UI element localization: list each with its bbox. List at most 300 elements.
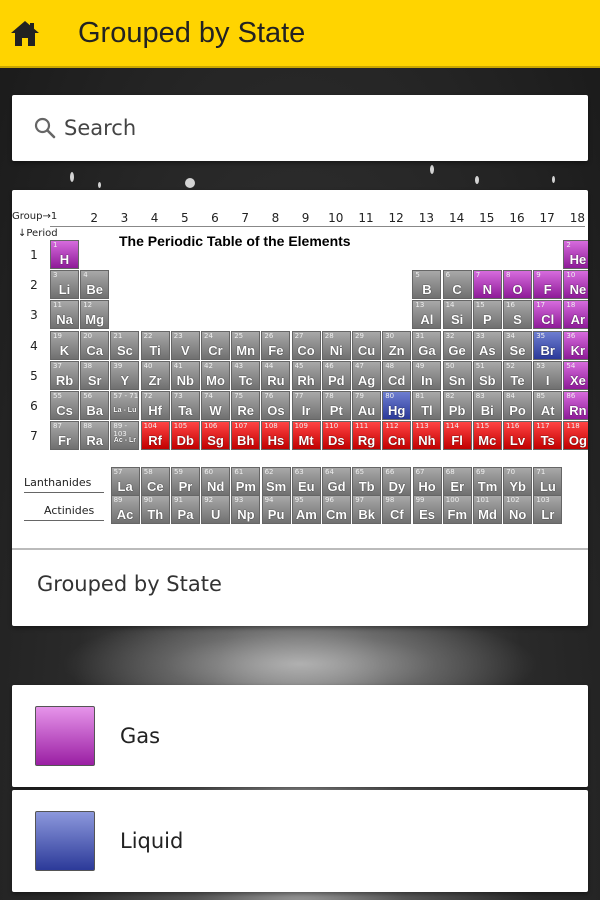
element-symbol: Th: [147, 507, 164, 522]
atomic-number: 12: [83, 301, 93, 310]
atomic-number: 114: [445, 422, 459, 431]
element-cell: [201, 495, 230, 524]
element-symbol: Ba: [86, 403, 103, 418]
element-symbol: Zn: [388, 342, 405, 358]
element-cell: [141, 361, 170, 390]
atomic-number: 21: [113, 331, 123, 340]
element-symbol: Sn: [448, 372, 466, 388]
atomic-number: 77: [294, 392, 304, 400]
element-cell: [110, 361, 139, 390]
atomic-number: 23: [173, 331, 183, 340]
atomic-number: 91: [174, 496, 183, 504]
atomic-number: 33: [475, 331, 485, 340]
element-symbol: Ra: [86, 433, 103, 449]
element-symbol: Kr: [570, 342, 586, 358]
element-symbol: Be: [86, 282, 103, 298]
element-symbol: Lv: [509, 433, 526, 449]
element-symbol: Pt: [329, 403, 343, 418]
atomic-number: 32: [445, 331, 455, 340]
element-symbol: V: [180, 342, 190, 358]
element-cell: [412, 391, 441, 420]
atomic-number: 71: [536, 468, 546, 476]
element-symbol: Mt: [298, 433, 314, 449]
atomic-number: 106: [204, 422, 218, 431]
element-symbol: S: [513, 312, 522, 328]
atomic-number: 78: [324, 392, 334, 400]
element-cell: [110, 421, 139, 450]
atomic-number: 62: [264, 468, 274, 476]
atomic-number: 97: [355, 496, 365, 504]
atomic-number: 44: [264, 361, 274, 370]
element-symbol: Ho: [418, 479, 436, 494]
element-symbol: Re: [237, 403, 254, 418]
atomic-number: 19: [53, 331, 62, 340]
element-symbol: Ge: [448, 342, 466, 358]
element-cell: [141, 467, 170, 496]
atomic-number: 28: [324, 331, 334, 340]
atomic-number: 80: [385, 392, 395, 400]
atomic-number: 29: [355, 331, 364, 340]
element-cell: [563, 421, 588, 450]
element-symbol: As: [478, 342, 496, 358]
element-symbol: Yb: [509, 479, 526, 494]
atomic-number: 1: [53, 241, 58, 249]
element-cell: [503, 467, 532, 496]
home-button[interactable]: [0, 0, 78, 67]
atomic-number: 24: [204, 331, 213, 340]
element-symbol: Sr: [87, 372, 102, 388]
element-symbol: Cn: [388, 433, 406, 449]
element-symbol: Cs: [56, 403, 73, 418]
element-cell: [443, 495, 472, 524]
group-number: 17: [539, 211, 555, 225]
element-cell: [473, 421, 502, 450]
atomic-number: 108: [264, 422, 278, 431]
state-item-liquid[interactable]: [12, 790, 588, 892]
element-cell: [412, 300, 441, 329]
element-cell: [111, 495, 140, 524]
group-number: 16: [509, 211, 525, 225]
atomic-number: 17: [536, 301, 546, 310]
atomic-number: 34: [506, 331, 515, 340]
state-label: Gas: [120, 724, 161, 748]
atomic-number: 67: [415, 468, 425, 476]
search-placeholder: Search: [64, 116, 137, 140]
element-cell: [80, 421, 109, 450]
element-symbol: K: [59, 342, 70, 358]
element-cell: [352, 391, 381, 420]
element-symbol: Pu: [267, 507, 285, 522]
element-symbol: La: [117, 479, 133, 494]
atomic-number: 98: [385, 496, 395, 504]
atomic-number: 69: [476, 468, 485, 476]
atomic-number: 74: [204, 392, 213, 400]
element-symbol: He: [569, 252, 587, 267]
group-number: 12: [388, 211, 404, 225]
element-cell: [413, 495, 442, 524]
group-number: 5: [180, 211, 189, 225]
element-cell: [382, 421, 411, 450]
search-input[interactable]: [12, 95, 588, 161]
element-cell: [503, 361, 532, 390]
element-cell: [171, 495, 200, 524]
element-symbol: Bi: [480, 403, 494, 418]
element-symbol: W: [209, 403, 222, 418]
element-symbol: Lr: [541, 507, 555, 522]
element-symbol: P: [482, 312, 492, 328]
atomic-number: 57 - 71: [113, 392, 139, 400]
element-cell: [473, 300, 502, 329]
atomic-number: 109: [294, 422, 308, 431]
element-symbol: Ne: [569, 282, 587, 298]
atomic-number: 61: [234, 468, 244, 476]
element-cell: [171, 331, 200, 360]
element-cell: [443, 467, 472, 496]
atomic-number: 43: [234, 361, 244, 370]
period-number: 6: [30, 399, 38, 413]
atomic-number: 11: [53, 301, 62, 310]
element-symbol: Fl: [451, 433, 463, 449]
atomic-number: 94: [264, 496, 274, 504]
element-symbol: Nh: [418, 433, 436, 449]
element-cell: [412, 361, 441, 390]
atomic-number: 83: [475, 392, 485, 400]
atomic-number: 59: [174, 468, 183, 476]
atomic-number: 65: [355, 468, 365, 476]
element-symbol: Nd: [207, 479, 225, 494]
element-cell: [473, 270, 502, 299]
element-cell: [563, 240, 588, 269]
atomic-number: 93: [234, 496, 244, 504]
element-cell: [80, 300, 109, 329]
element-cell: [533, 467, 562, 496]
element-symbol: Te: [510, 372, 525, 388]
element-symbol: Ni: [329, 342, 343, 358]
atomic-number: 64: [325, 468, 334, 476]
atomic-number: 53: [536, 361, 546, 370]
element-symbol: Cf: [390, 507, 404, 522]
element-cell: [201, 361, 230, 390]
element-symbol: Hg: [388, 403, 406, 418]
element-cell: [262, 495, 291, 524]
element-cell: [201, 391, 230, 420]
element-symbol: Sb: [478, 372, 496, 388]
atomic-number: 4: [83, 271, 88, 280]
element-symbol: Ag: [357, 372, 376, 388]
element-symbol: Tm: [477, 479, 498, 494]
element-cell: [352, 467, 381, 496]
atomic-number: 66: [385, 468, 395, 476]
element-cell: [503, 421, 532, 450]
element-symbol: Ds: [327, 433, 345, 449]
atomic-number: 115: [475, 422, 490, 431]
element-cell: [50, 270, 79, 299]
element-symbol: Hf: [148, 403, 162, 418]
element-symbol: Si: [450, 312, 464, 328]
element-symbol: Er: [450, 479, 465, 494]
element-cell: [382, 391, 411, 420]
element-symbol: Rf: [148, 433, 162, 449]
element-symbol: Sc: [116, 342, 133, 358]
atomic-number: 107: [234, 422, 248, 431]
liquid-swatch: [35, 811, 95, 871]
element-cell: [533, 331, 562, 360]
period-number: 4: [30, 338, 38, 353]
element-cell: [533, 495, 562, 524]
atomic-number: 105: [173, 422, 188, 431]
actinides-line: [24, 520, 104, 521]
element-symbol: N: [482, 282, 492, 298]
atomic-number: 2: [566, 241, 571, 249]
element-cell: [443, 391, 472, 420]
atomic-number: 79: [355, 392, 364, 400]
atomic-number: 7: [475, 271, 481, 280]
element-cell: [382, 467, 411, 496]
element-cell: [563, 391, 588, 420]
element-symbol: Nb: [176, 372, 194, 388]
group-number: 14: [448, 211, 465, 225]
element-symbol: Po: [509, 403, 526, 418]
atomic-number: 60: [204, 468, 214, 476]
atomic-number: 70: [506, 468, 516, 476]
atomic-number: 47: [355, 361, 364, 370]
atomic-number: 58: [143, 468, 153, 476]
element-symbol: F: [543, 282, 552, 298]
atomic-number: 22: [143, 331, 153, 340]
element-cell: [261, 331, 290, 360]
element-cell: [171, 421, 200, 450]
element-symbol: Ti: [149, 342, 161, 358]
element-cell: [563, 300, 588, 329]
group-number: 11: [358, 211, 374, 225]
element-cell: [171, 391, 200, 420]
group-number: 6: [211, 211, 219, 225]
element-symbol: U: [210, 507, 221, 522]
group-number: 10: [328, 211, 344, 225]
element-cell: [412, 270, 441, 299]
element-symbol: Li: [58, 282, 71, 298]
element-cell: [503, 391, 532, 420]
element-cell: [201, 467, 230, 496]
element-symbol: Fe: [268, 342, 284, 358]
element-cell: [231, 391, 260, 420]
element-cell: [50, 300, 79, 329]
element-symbol: Au: [357, 403, 376, 418]
atomic-number: 112: [385, 422, 399, 431]
element-cell: [413, 467, 442, 496]
element-symbol: No: [509, 507, 527, 522]
element-cell: [292, 421, 321, 450]
element-symbol: Zr: [148, 372, 162, 388]
atomic-number: 81: [415, 392, 425, 400]
element-cell: [352, 361, 381, 390]
atomic-number: 49: [415, 361, 425, 370]
element-symbol: At: [540, 403, 555, 418]
element-cell: [443, 361, 472, 390]
atomic-number: 15: [475, 301, 485, 310]
element-cell: [382, 331, 411, 360]
element-symbol: Ac - Lr: [113, 437, 136, 445]
atomic-number: 45: [294, 361, 304, 370]
element-cell: [231, 331, 260, 360]
atomic-number: 30: [385, 331, 395, 340]
element-cell: [533, 300, 562, 329]
element-cell: [231, 495, 260, 524]
element-cell: [473, 391, 502, 420]
element-cell: [322, 391, 351, 420]
element-cell: [533, 421, 562, 450]
element-cell: [141, 421, 170, 450]
element-cell: [141, 391, 170, 420]
element-symbol: O: [512, 282, 523, 298]
element-symbol: Pb: [448, 403, 466, 418]
element-symbol: Pr: [178, 479, 193, 494]
element-cell: [50, 331, 79, 360]
element-symbol: Tc: [238, 372, 253, 388]
element-cell: [322, 495, 351, 524]
element-cell: [262, 467, 291, 496]
element-symbol: Ar: [570, 312, 586, 328]
element-cell: [80, 361, 109, 390]
atomic-number: 37: [53, 361, 62, 370]
element-cell: [322, 421, 351, 450]
element-cell: [322, 361, 351, 390]
atomic-number: 113: [415, 422, 429, 431]
period-number: 3: [30, 308, 38, 323]
element-cell: [50, 240, 79, 269]
group-number: 4: [150, 211, 159, 225]
element-cell: [110, 331, 139, 360]
element-cell: [443, 300, 472, 329]
atomic-number: 55: [53, 392, 62, 400]
element-symbol: Hs: [267, 433, 285, 449]
element-cell: [412, 331, 441, 360]
element-cell: [50, 361, 79, 390]
element-symbol: Sg: [207, 433, 224, 449]
group-number: 8: [271, 211, 280, 225]
atomic-number: 13: [415, 301, 425, 310]
card-caption: Grouped by State: [37, 572, 222, 596]
atomic-number: 111: [355, 422, 369, 431]
element-cell: [473, 361, 502, 390]
element-symbol: Og: [568, 433, 587, 449]
atomic-number: 101: [476, 496, 490, 504]
atomic-number: 27: [294, 331, 304, 340]
group-number: 7: [241, 211, 249, 225]
atomic-number: 41: [173, 361, 183, 370]
element-symbol: Mg: [85, 312, 105, 328]
element-symbol: Y: [120, 372, 130, 388]
atomic-number: 103: [536, 496, 550, 504]
element-symbol: Os: [267, 403, 285, 418]
element-symbol: Rg: [357, 433, 376, 449]
element-symbol: Rn: [569, 403, 587, 418]
atomic-number: 14: [445, 301, 455, 310]
element-symbol: Dy: [388, 479, 406, 494]
element-symbol: Md: [478, 507, 497, 522]
atomic-number: 118: [566, 422, 580, 431]
atomic-number: 48: [385, 361, 395, 370]
element-cell: [533, 270, 562, 299]
atomic-number: 50: [445, 361, 455, 370]
element-cell: [171, 361, 200, 390]
element-cell: [231, 467, 260, 496]
atomic-number: 16: [506, 301, 515, 310]
atomic-number: 25: [234, 331, 244, 340]
element-symbol: Pd: [327, 372, 345, 388]
element-cell: [141, 331, 170, 360]
atomic-number: 89 - 103: [113, 422, 128, 439]
period-axis-label: ↓Period: [18, 228, 58, 239]
atomic-number: 38: [83, 361, 93, 370]
atomic-number: 6: [445, 271, 451, 280]
element-symbol: Ts: [540, 433, 555, 449]
atomic-number: 110: [324, 422, 339, 431]
element-symbol: Ga: [418, 342, 436, 358]
app-bar: [0, 0, 600, 68]
element-cell: [110, 391, 139, 420]
element-symbol: Cm: [326, 507, 347, 522]
element-cell: [231, 421, 260, 450]
atomic-number: 35: [536, 331, 546, 340]
element-symbol: C: [452, 282, 462, 298]
atomic-number: 54: [566, 361, 576, 370]
element-cell: [382, 361, 411, 390]
element-cell: [533, 391, 562, 420]
element-cell: [111, 467, 140, 496]
atomic-number: 31: [415, 331, 425, 340]
element-cell: [261, 391, 290, 420]
atomic-number: 26: [264, 331, 274, 340]
element-symbol: Bh: [237, 433, 255, 449]
element-cell: [533, 361, 562, 390]
element-cell: [503, 300, 532, 329]
element-symbol: Mn: [236, 342, 256, 358]
element-cell: [352, 331, 381, 360]
group-number: 3: [120, 211, 129, 225]
atomic-number: 36: [566, 331, 576, 340]
element-cell: [503, 331, 532, 360]
element-cell: [473, 495, 502, 524]
element-cell: [322, 467, 351, 496]
element-cell: [563, 270, 588, 299]
element-cell: [473, 467, 502, 496]
element-cell: [141, 495, 170, 524]
element-cell: [352, 495, 381, 524]
group-number: 18: [569, 211, 586, 225]
element-cell: [50, 421, 79, 450]
atomic-number: 57: [113, 468, 123, 476]
atomic-number: 63: [294, 468, 304, 476]
element-symbol: Cd: [388, 372, 406, 388]
atomic-number: 89: [113, 496, 123, 504]
element-cell: [292, 391, 321, 420]
element-cell: [171, 467, 200, 496]
element-symbol: I: [545, 372, 550, 388]
atomic-number: 88: [83, 422, 93, 431]
atomic-number: 5: [415, 271, 420, 280]
group-header-line: [50, 226, 585, 227]
group-number: 2: [90, 211, 98, 225]
element-cell: [292, 495, 321, 524]
state-item-gas[interactable]: [12, 685, 588, 787]
atomic-number: 82: [445, 392, 455, 400]
periodic-table-card[interactable]: [12, 190, 588, 626]
element-cell: [201, 421, 230, 450]
atomic-number: 100: [445, 496, 460, 504]
atomic-number: 85: [536, 392, 546, 400]
element-symbol: Gd: [327, 479, 346, 494]
